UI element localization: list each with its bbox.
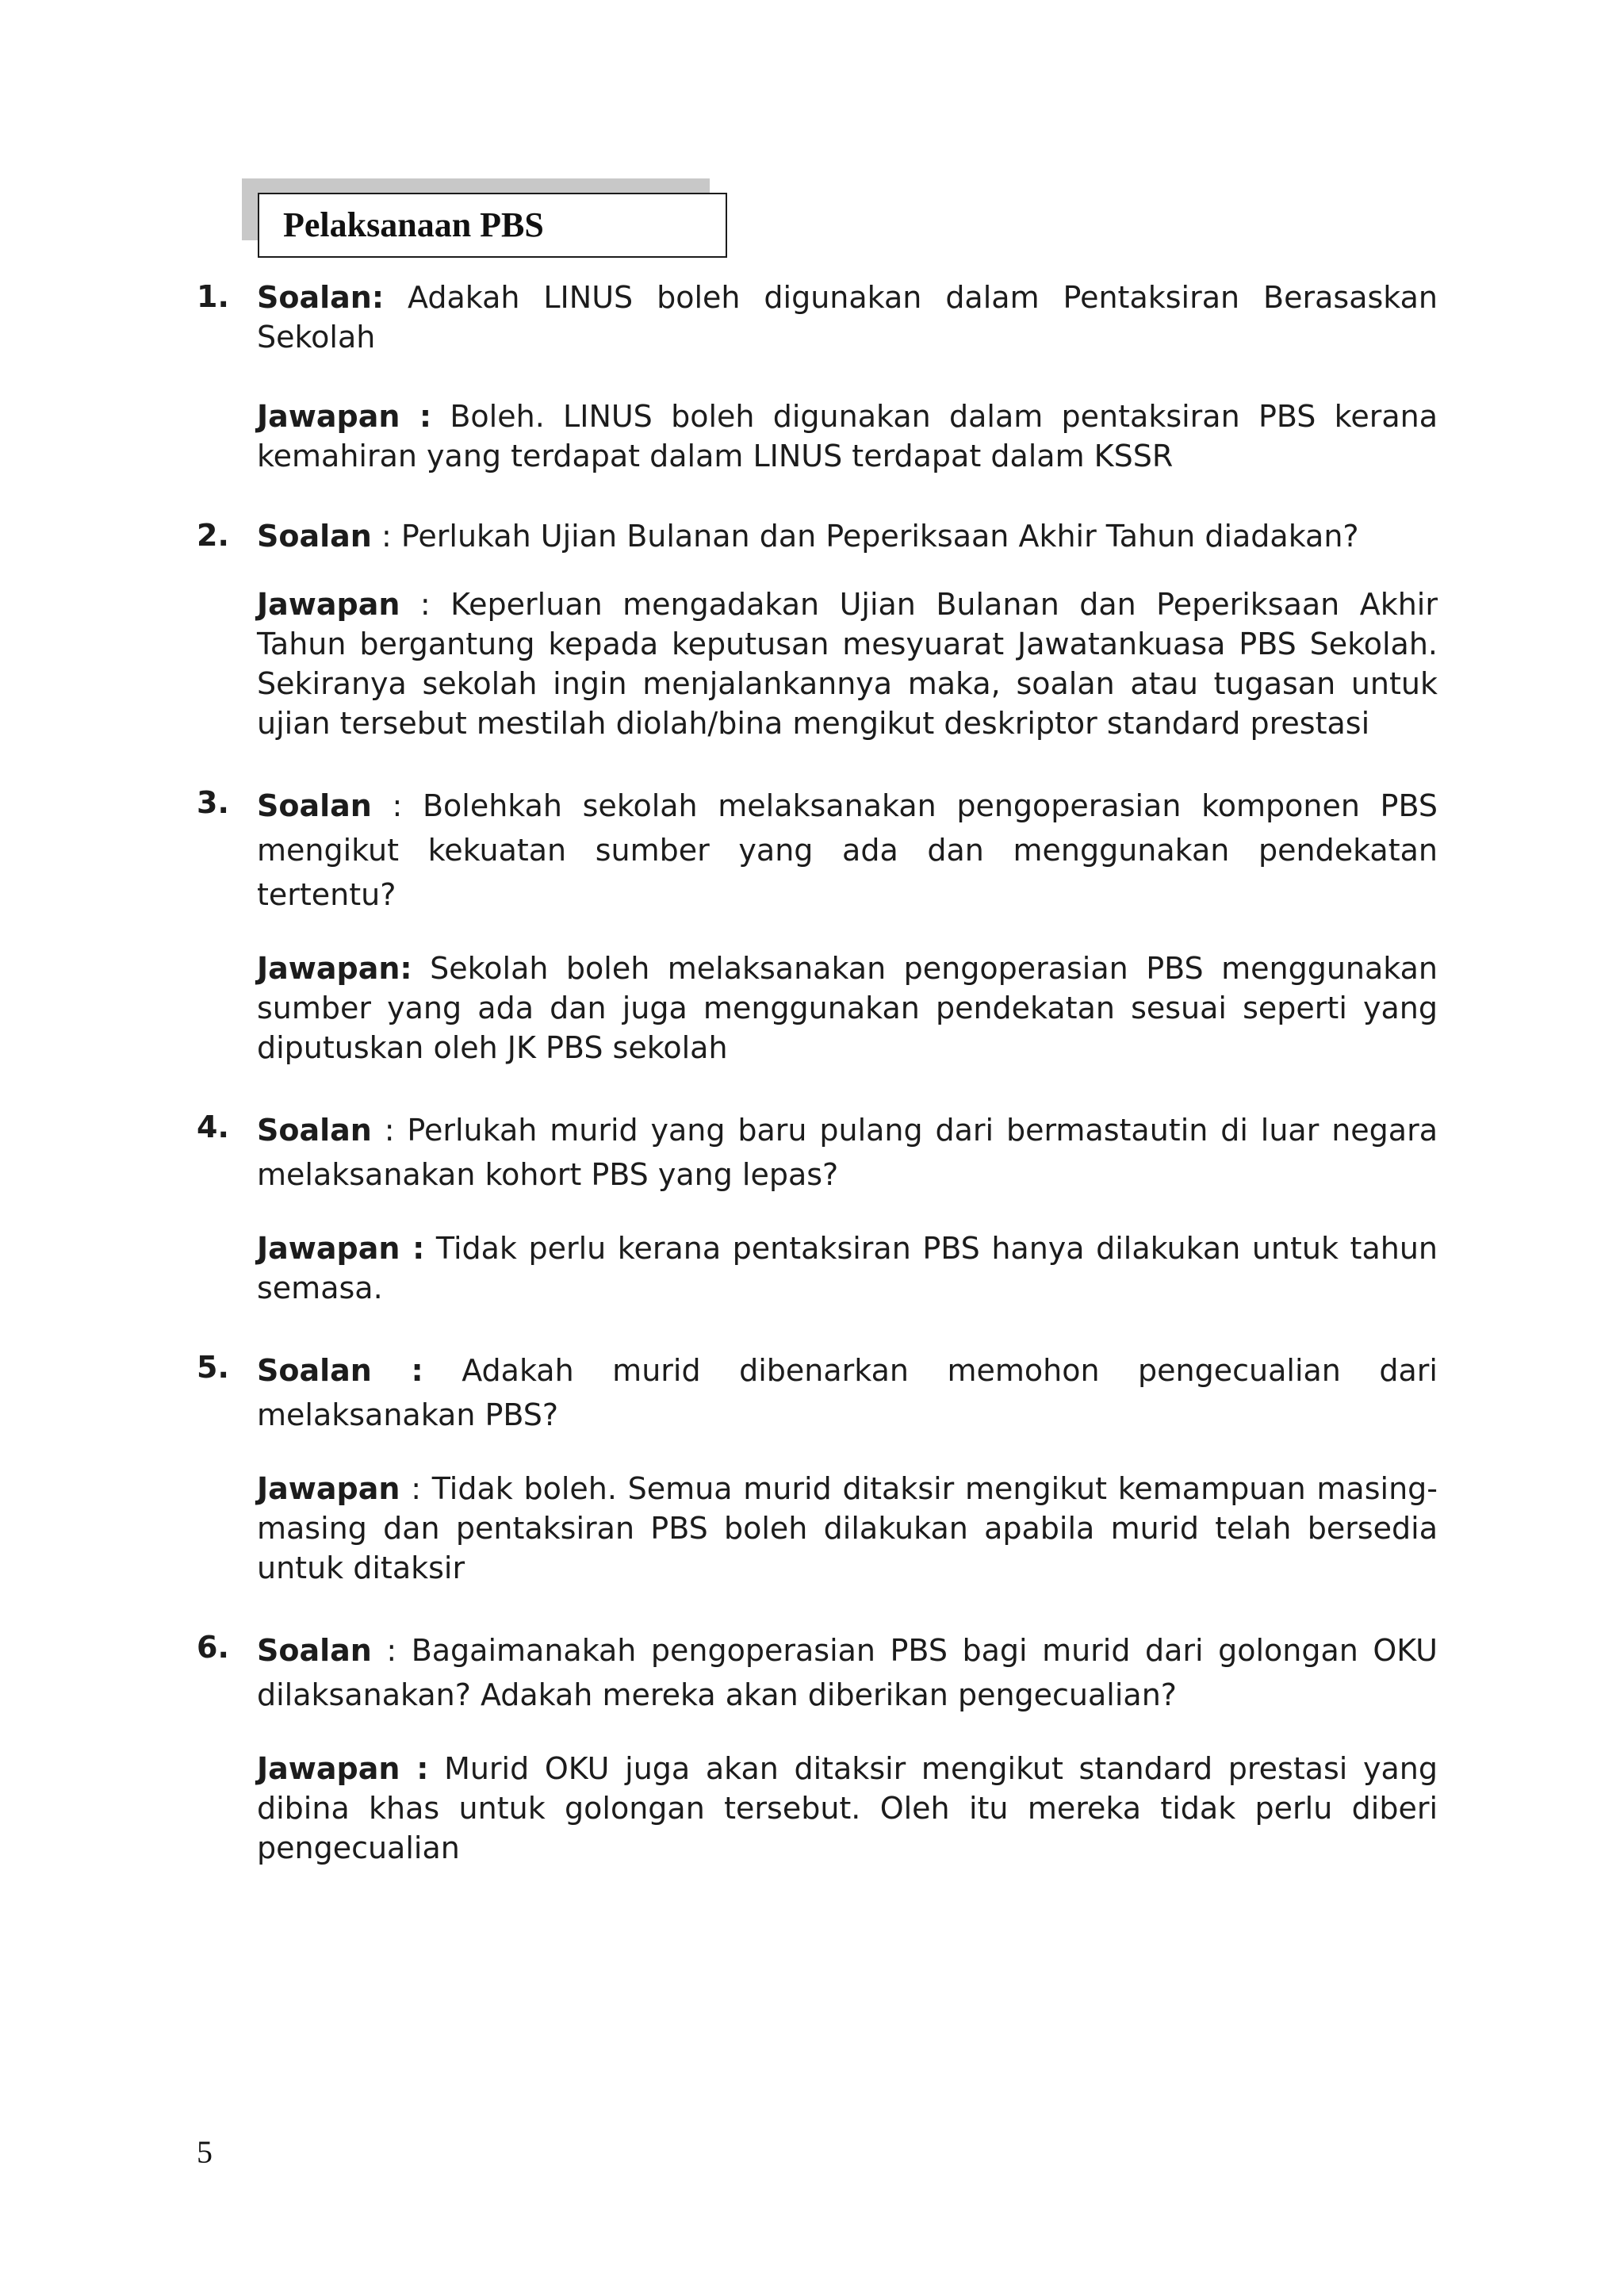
question-number: 4. [197, 1110, 229, 1144]
question-label: Soalan : [257, 1353, 423, 1388]
qa-item-5 [197, 1348, 1438, 1588]
answer-text: Sekolah boleh melaksanakan pengoperasian PBS menggunakan sumber yang ada dan juga menggunakan pendekatan sesuai seperti yang diputuskan oleh JK PBS sekolah [257, 951, 1438, 1065]
qa-item-2 [197, 516, 1438, 743]
question-text: : Perlukah murid yang baru pulang dari bermastautin di luar negara melaksanakan kohort PBS yang lepas? [257, 1113, 1438, 1192]
answer-label: Jawapan : [257, 1751, 429, 1786]
question-number: 6. [197, 1630, 229, 1665]
question [257, 516, 1438, 556]
question-label: Soalan [257, 1113, 372, 1148]
question-label: Soalan: [257, 280, 385, 315]
answer [257, 1749, 1438, 1868]
question [257, 1348, 1438, 1437]
question-text: : Bolehkah sekolah melaksanakan pengoperasian komponen PBS mengikut kekuatan sumber yang ada dan menggunakan pendekatan tertentu? [257, 788, 1438, 912]
page-number: 5 [197, 2134, 213, 2170]
question-label: Soalan [257, 788, 372, 823]
section-heading [242, 178, 727, 261]
question [257, 278, 1438, 357]
question-text: Adakah LINUS boleh digunakan dalam Pentaksiran Berasaskan Sekolah [257, 280, 1438, 355]
question [257, 784, 1438, 917]
answer [257, 1228, 1438, 1308]
answer [257, 397, 1438, 476]
answer-label: Jawapan : [257, 1231, 425, 1266]
qa-item-1 [197, 278, 1438, 476]
section-title: Pelaksanaan PBS [258, 193, 727, 258]
answer-text: Boleh. LINUS boleh digunakan dalam pentaksiran PBS kerana kemahiran yang terdapat dalam LINUS terdapat dalam KSSR [257, 399, 1438, 473]
question-text: : Bagaimanakah pengoperasian PBS bagi murid dari golongan OKU dilaksanakan? Adakah mereka akan diberikan pengecualian? [257, 1633, 1438, 1712]
answer [257, 1469, 1438, 1588]
question-number: 1. [197, 279, 229, 314]
answer-text: : Keperluan mengadakan Ujian Bulanan dan Peperiksaan Akhir Tahun bergantung kepada keputusan mesyuarat Jawatankuasa PBS Sekolah. Sekiranya sekolah ingin menjalankannya maka, soalan atau tugasan untuk ujian tersebut mestilah diolah/bina mengikut deskriptor standard prestasi [257, 587, 1438, 741]
question-number: 5. [197, 1350, 229, 1385]
question-text: : Perlukah Ujian Bulanan dan Peperiksaan Akhir Tahun diadakan? [381, 519, 1359, 554]
answer-text: : Tidak boleh. Semua murid ditaksir mengikut kemampuan masing-masing dan pentaksiran PBS boleh dilakukan apabila murid telah bersedia untuk ditaksir [257, 1471, 1438, 1585]
qa-item-3 [197, 784, 1438, 1068]
answer-label: Jawapan [257, 587, 400, 622]
question-label: Soalan [257, 519, 372, 554]
question [257, 1628, 1438, 1717]
answer-text: Tidak perlu kerana pentaksiran PBS hanya dilakukan untuk tahun semasa. [257, 1231, 1438, 1305]
answer-text: Murid OKU juga akan ditaksir mengikut standard prestasi yang dibina khas untuk golongan tersebut. Oleh itu mereka tidak perlu diberi pengecualian [257, 1751, 1438, 1865]
question [257, 1108, 1438, 1197]
answer [257, 949, 1438, 1068]
question-number: 2. [197, 518, 229, 553]
answer-label: Jawapan [257, 1471, 400, 1506]
question-text: Adakah murid dibenarkan memohon pengecualian dari melaksanakan PBS? [257, 1353, 1438, 1432]
question-number: 3. [197, 785, 229, 820]
question-label: Soalan [257, 1633, 372, 1668]
answer [257, 585, 1438, 743]
answer-label: Jawapan: [257, 951, 412, 986]
qa-item-4 [197, 1108, 1438, 1308]
qa-item-6 [197, 1628, 1438, 1868]
answer-label: Jawapan : [257, 399, 432, 434]
qa-list [197, 278, 1438, 1868]
